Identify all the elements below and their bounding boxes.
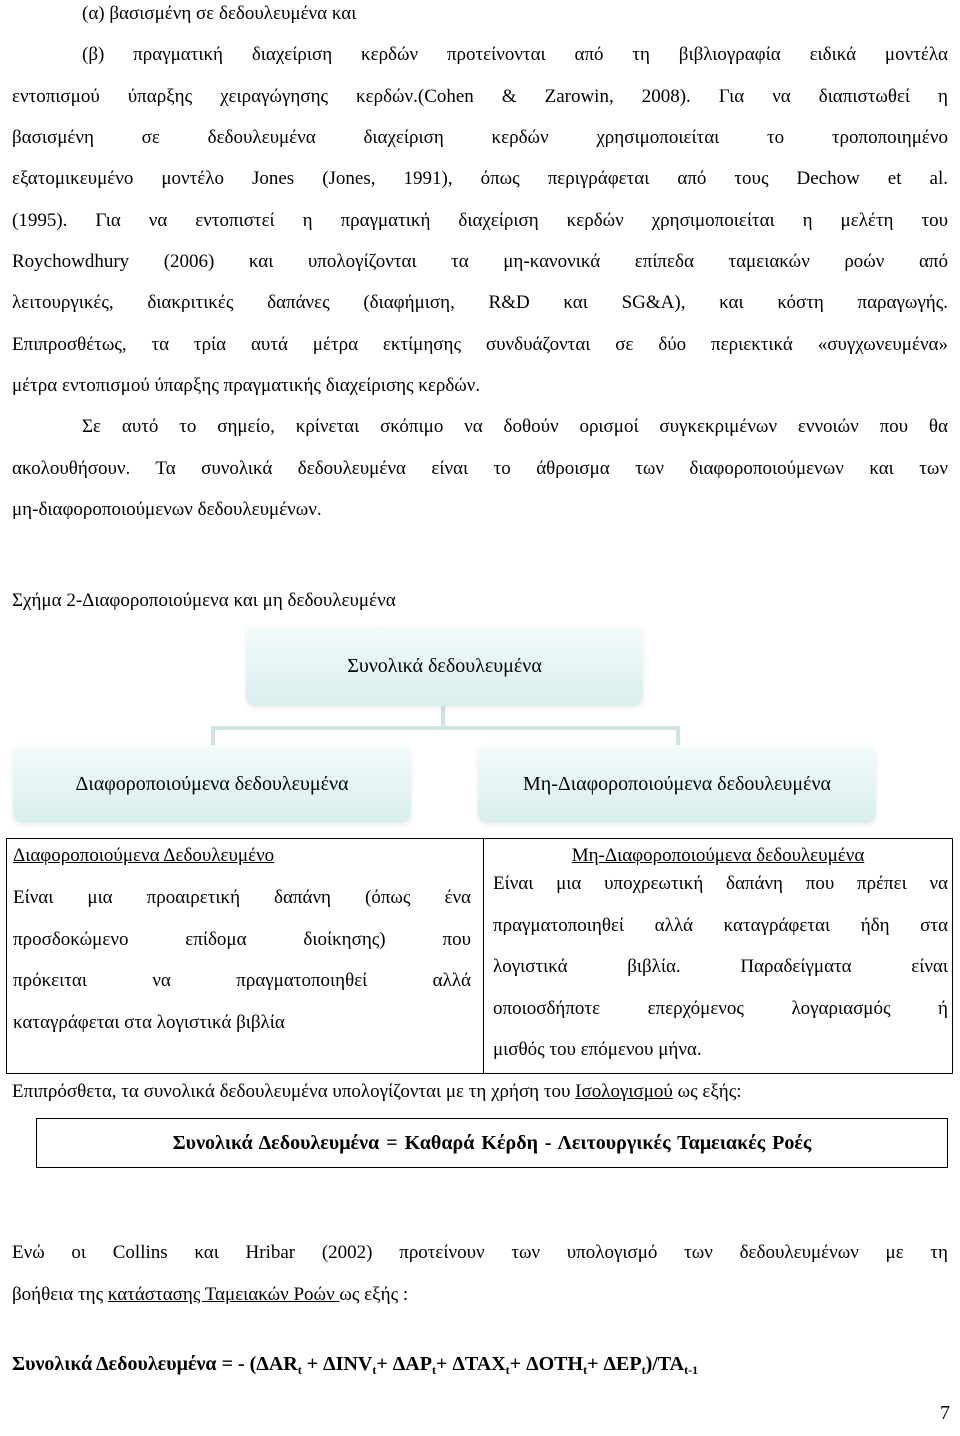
formula-operator: + [435, 1353, 453, 1375]
formula-term-name: ΔEP [603, 1353, 642, 1375]
connector-right [676, 726, 680, 746]
text-line: εντοπισμού ύπαρξης χειραγώγησης κερδών.(Cohen & Zarowin, 2008). Για να διαπιστωθεί η [12, 86, 948, 107]
discretionary-accruals-box: Διαφοροποιούμενα δεδουλευμένα [13, 745, 411, 823]
formula-term-name: ΔOTH [526, 1353, 584, 1375]
cell-line: πραγματοποιηθεί αλλά καταγράφεται ήδη στα [493, 915, 948, 936]
balance-sheet-sentence: Επιπρόσθετα, τα συνολικά δεδουλευμένα υπολογίζονται με τη χρήση του Ισολογισμού ως εξής: [12, 1081, 742, 1102]
balance-sheet-link: Ισολογισμού [575, 1081, 673, 1102]
cell-line: Είναι μια υποχρεωτική δαπάνη που πρέπει να [493, 873, 948, 894]
formula-term-subscript: t [372, 1363, 377, 1377]
cell-line: πρόκειται να πραγματοποιηθεί αλλά [13, 970, 471, 991]
formula-term-name: TA [657, 1353, 685, 1375]
formula-term-name: ΔINV [323, 1353, 373, 1375]
formula-operator: + [587, 1353, 604, 1375]
figure-caption: Σχήμα 2-Διαφοροποιούμενα και μη δεδουλευμένα [12, 590, 396, 611]
formula-operator: + [301, 1353, 324, 1375]
formula-term [393, 1353, 453, 1375]
formula-term [603, 1353, 657, 1375]
cell-line: λογιστικά βιβλία. Παραδείγματα είναι [493, 956, 948, 977]
cell-line: οποιοσδήποτε επερχόμενος λογαριασμός ή [493, 998, 948, 1019]
cell-line: προσδοκώμενο επίδομα διοίκησης) που [13, 929, 471, 950]
formula-term [323, 1353, 393, 1375]
text-line: εξατομικευμένο μοντέλο Jones (Jones, 1991), όπως περιγράφεται από τους Dechow et al. [12, 168, 948, 189]
text-line: (β) πραγματική διαχείριση κερδών προτείνονται από τη βιβλιογραφία ειδικά μοντέλα [82, 44, 948, 65]
text-line: Σε αυτό το σημείο, κρίνεται σκόπιμο να δοθούν ορισμοί συγκεκριμένων εννοιών που θα [82, 416, 948, 437]
cash-flow-statement-link: κατάστασης Ταμειακών Ροών [107, 1284, 340, 1305]
non-discretionary-accruals-box: Μη-Διαφοροποιούμενα δεδουλευμένα [478, 745, 876, 823]
cell-line: Είναι μια προαιρετική δαπάνη (όπως ένα [13, 887, 471, 908]
text-line: λειτουργικές, διακριτικές δαπάνες (διαφήμιση, R&D και SG&A), και κόστη παραγωγής. [12, 292, 948, 313]
text-line: Roychowdhury (2006) και υπολογίζονται τα μη-κανονικά επίπεδα ταμειακών ροών από [12, 251, 948, 272]
formula-term-subscript: t [431, 1363, 436, 1377]
cell-line: μισθός του επόμενου μήνα. [493, 1039, 702, 1060]
text-line: μέτρα εντοπισμού ύπαρξης πραγματικής διαχείρισης κερδών. [12, 375, 481, 396]
connector-vertical [441, 706, 445, 728]
total-accruals-formula-balance: Συνολικά Δεδουλευμένα = Καθαρά Κέρδη - Λειτουργικές Ταμειακές Ροές [36, 1118, 948, 1168]
table-cell-non-discretionary [484, 839, 952, 1075]
cell-heading: Διαφοροποιούμενα Δεδουλευμένο [13, 845, 275, 866]
formula-term-subscript: t [641, 1363, 646, 1377]
text-line: (α) βασισμένη σε δεδουλευμένα και [82, 3, 357, 24]
formula-operator: )/ [645, 1353, 658, 1375]
total-accruals-formula-cashflow: Συνολικά Δεδουλευμένα = - $(\Delta AR_t + \Delta INV_t+ \Delta AP_t+ \Delta TAX_t+ \Delta OTH_t+ \Delta EP_t)/TA_{t-1}$ [12, 1353, 699, 1377]
text-line: Ενώ οι Collins και Hribar (2002) προτείνουν των υπολογισμό των δεδουλευμένων με τη [12, 1242, 948, 1263]
text-line: βασισμένη σε δεδουλευμένα διαχείριση κερδών χρησιμοποιείται το τροποποιημένο [12, 127, 948, 148]
formula-term-subscript: t [583, 1363, 588, 1377]
text-line: ακολουθήσουν. Τα συνολικά δεδουλευμένα είναι το άθροισμα των διαφοροποιούμενων και των [12, 458, 948, 479]
formula-term-name: ΔAR [256, 1353, 298, 1375]
text-line: μη-διαφοροποιούμενων δεδουλευμένων. [12, 499, 322, 520]
cell-heading: Μη-Διαφοροποιούμενα δεδουλευμένα [571, 845, 865, 866]
total-accruals-box: Συνολικά δεδουλευμένα [246, 626, 643, 706]
table-cell-discretionary [7, 839, 483, 1075]
formula-term-subscript: t-1 [684, 1363, 699, 1377]
formula-term [658, 1353, 698, 1375]
formula-term-name: ΔTAX [452, 1353, 506, 1375]
formula-term [452, 1353, 526, 1375]
formula-term-subscript: t [505, 1363, 510, 1377]
page-number: 7 [940, 1402, 950, 1424]
connector-left [211, 726, 215, 746]
formula-term [256, 1353, 323, 1375]
formula-term [526, 1353, 603, 1375]
text-line: βοήθεια της κατάστασης Ταμειακών Ροών ως εξής : [12, 1284, 409, 1305]
accruals-definition-table [6, 838, 953, 1074]
formula-term-subscript: t [297, 1363, 302, 1377]
text-line: Επιπροσθέτως, τα τρία αυτά μέτρα εκτίμησης συνδυάζονται σε δύο περιεκτικά «συγχωνευμένα» [12, 334, 948, 355]
formula-term-name: ΔAP [392, 1353, 432, 1375]
connector-horizontal [211, 726, 678, 730]
cell-line: καταγράφεται στα λογιστικά βιβλία [13, 1012, 285, 1033]
formula-operator: + [509, 1353, 527, 1375]
formula-operator: + [376, 1353, 393, 1375]
text-line: (1995). Για να εντοπιστεί η πραγματική διαχείριση κερδών χρησιμοποιείται η μελέτη του [12, 210, 948, 231]
